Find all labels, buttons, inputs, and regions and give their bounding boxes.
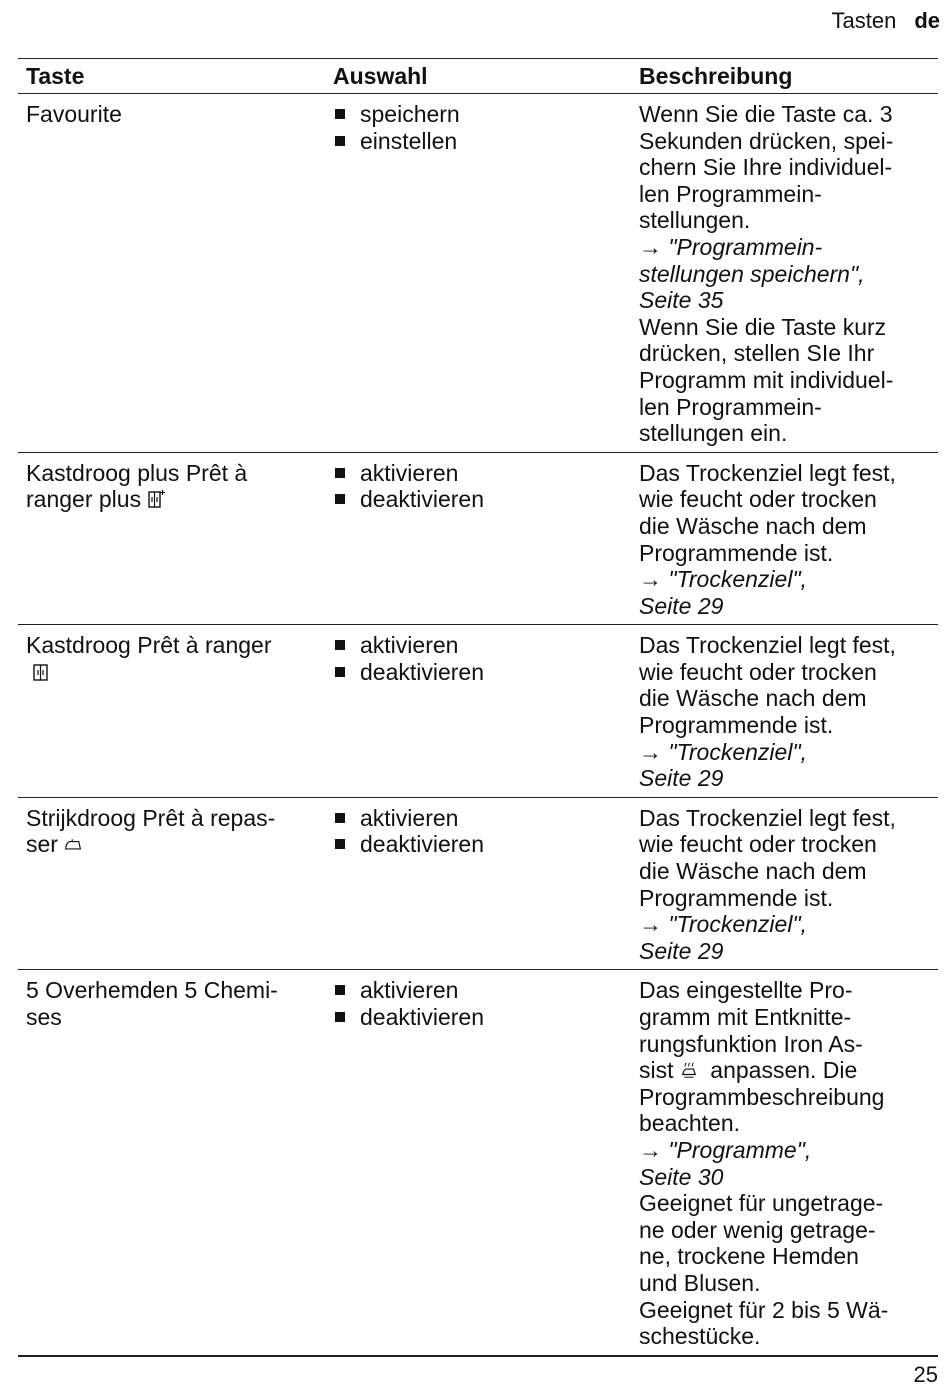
description-line [639, 128, 936, 155]
description-text: wie feucht oder trocken [639, 658, 877, 685]
description-text: Sekunden drücken, spei- [639, 127, 894, 154]
table-row [18, 625, 938, 798]
option-label: deaktivieren [360, 1004, 485, 1030]
description-line [639, 1057, 936, 1084]
table-row [18, 94, 938, 453]
description-text: → "Trockenziel", [639, 566, 807, 593]
description-line [639, 340, 936, 367]
option-label: aktivieren [360, 804, 459, 831]
column-header-auswahl: Auswahl [333, 63, 428, 89]
description-line [639, 977, 936, 1004]
description-line [639, 1031, 936, 1058]
description-text: wie feucht oder trocken [639, 486, 877, 513]
description-text: Das Trockenziel legt fest, [639, 804, 896, 831]
description-text: Das Trockenziel legt fest, [639, 632, 896, 659]
option-item [333, 831, 632, 858]
bullet-square-icon [335, 468, 345, 478]
option-label: deaktivieren [360, 831, 485, 858]
description-cell [632, 977, 938, 1349]
description-text: Seite 30 [639, 1163, 724, 1190]
description-line [639, 207, 936, 234]
description-line [639, 831, 936, 858]
description-text: Geeignet für ungetrage- [639, 1190, 884, 1217]
description-text: Wenn Sie die Taste kurz [639, 313, 887, 340]
column-header-beschreibung: Beschreibung [639, 63, 793, 89]
description-line [639, 420, 936, 447]
section-title: Tasten [831, 8, 897, 33]
description-line [639, 460, 936, 487]
description-line [639, 1084, 936, 1111]
description-cell [632, 101, 938, 447]
description-line [639, 154, 936, 181]
option-item [333, 632, 632, 659]
description-line [639, 885, 936, 912]
description-text: len Programmein- [639, 393, 822, 420]
option-label: aktivieren [360, 459, 459, 486]
bullet-square-icon [335, 1012, 345, 1022]
description-text: Seite 29 [639, 592, 724, 619]
option-label: speichern [360, 101, 460, 127]
cross-reference-line [639, 938, 936, 965]
table-header [18, 59, 938, 94]
option-label: einstellen [360, 127, 458, 154]
description-text: und Blusen. [639, 1269, 761, 1296]
description-cell [632, 805, 938, 965]
description-text: gramm mit Entknitte- [639, 1004, 852, 1030]
description-text: rungsfunktion Iron As- [639, 1030, 863, 1057]
bullet-square-icon [335, 494, 345, 504]
description-text: Seite 35 [639, 287, 724, 314]
cross-reference-line [639, 261, 936, 288]
description-text: Seite 29 [639, 765, 724, 792]
description-line [639, 685, 936, 712]
description-text: Das eingestellte Pro- [639, 977, 853, 1004]
key-name-line: 5 Overhemden 5 Chemi- [26, 977, 278, 1004]
key-name-line: ses [26, 1004, 62, 1030]
options-cell [325, 805, 632, 965]
key-name-cell [18, 101, 325, 447]
options-cell [325, 101, 632, 447]
key-name-line: Kastdroog plus Prêt à [26, 459, 248, 486]
cross-reference-line [639, 566, 936, 593]
description-text: stellungen speichern", [639, 260, 865, 287]
option-item [333, 659, 632, 686]
bullet-square-icon [335, 109, 345, 119]
table-body [18, 94, 938, 1357]
options-cell [325, 632, 632, 792]
description-text: Programmende ist. [639, 884, 834, 911]
description-line [639, 712, 936, 739]
column-header-taste: Taste [26, 63, 85, 89]
table-row [18, 453, 938, 626]
description-text: stellungen. [639, 207, 751, 234]
description-text: Programmende ist. [639, 539, 834, 566]
description-text: Wenn Sie die Taste ca. 3 [639, 101, 893, 127]
description-text: stellungen ein. [639, 420, 788, 447]
cross-reference-line [639, 739, 936, 766]
key-name-line: Strijkdroog Prêt à repas- [26, 804, 276, 831]
description-line [639, 394, 936, 421]
cupboard-dry-icon [32, 662, 50, 682]
cross-reference-line [639, 234, 936, 261]
description-line [639, 1217, 936, 1244]
description-text: ne oder wenig getrage- [639, 1216, 876, 1243]
cross-reference-line [639, 911, 936, 938]
key-name-cell [18, 632, 325, 792]
description-line [639, 1243, 936, 1270]
description-text: Programmende ist. [639, 712, 834, 739]
description-text-after-icon: anpassen. Die [697, 1057, 858, 1084]
cupboard-dry-plus-icon [147, 489, 165, 509]
key-name-line: Favourite [26, 101, 122, 127]
description-text: schestücke. [639, 1323, 761, 1350]
key-name-line [26, 659, 319, 686]
description-text: → "Trockenziel", [639, 738, 807, 765]
description-text: ne, trockene Hemden [639, 1243, 859, 1270]
option-item [333, 486, 632, 513]
description-line [639, 1004, 936, 1031]
bullet-square-icon [335, 985, 345, 995]
page-header [831, 8, 940, 34]
option-item [333, 460, 632, 487]
bullet-square-icon [335, 640, 345, 650]
description-text: drücken, stellen SIe Ihr [639, 340, 875, 367]
cross-reference-line [639, 1164, 936, 1191]
description-line [639, 314, 936, 341]
description-line [639, 486, 936, 513]
option-item [333, 977, 632, 1004]
key-name-line: Kastdroog Prêt à ranger [26, 632, 272, 659]
description-text: Geeignet für 2 bis 5 Wä- [639, 1296, 889, 1323]
option-label: aktivieren [360, 632, 459, 659]
options-cell [325, 977, 632, 1349]
description-text: → "Programmein- [639, 233, 823, 260]
option-label: deaktivieren [360, 658, 485, 685]
bullet-square-icon [335, 136, 345, 146]
bullet-square-icon [335, 667, 345, 677]
page-number: 25 [913, 1362, 938, 1387]
cross-reference-line [639, 1137, 936, 1164]
option-item [333, 805, 632, 832]
description-line [639, 659, 936, 686]
description-text: → "Trockenziel", [639, 911, 807, 938]
option-item [333, 101, 632, 128]
description-line [639, 513, 936, 540]
description-line [639, 805, 936, 832]
options-cell [325, 460, 632, 620]
cross-reference-line [639, 765, 936, 792]
option-item [333, 128, 632, 155]
description-text: sist [639, 1057, 674, 1084]
description-text: wie feucht oder trocken [639, 831, 877, 858]
description-line [639, 367, 936, 394]
description-line [639, 181, 936, 208]
keys-table [18, 58, 938, 1357]
language-code: de [914, 8, 940, 33]
description-text: Programmbeschreibung [639, 1083, 885, 1110]
description-line [639, 1323, 936, 1350]
description-line [639, 632, 936, 659]
table-row [18, 970, 938, 1356]
description-text: die Wäsche nach dem [639, 512, 867, 539]
description-line [639, 1110, 936, 1137]
description-text: Das Trockenziel legt fest, [639, 459, 896, 486]
description-text: die Wäsche nach dem [639, 858, 867, 885]
description-line [639, 101, 936, 128]
option-item [333, 1004, 632, 1031]
bullet-square-icon [335, 839, 345, 849]
iron-dry-icon [64, 834, 82, 854]
description-text: beachten. [639, 1110, 741, 1137]
description-line [639, 1270, 936, 1297]
option-label: deaktivieren [360, 486, 485, 513]
cross-reference-line [639, 593, 936, 620]
key-name-cell [18, 805, 325, 965]
description-line [639, 858, 936, 885]
cross-reference-line [639, 287, 936, 314]
description-line [639, 540, 936, 567]
description-text: Programm mit individuel- [639, 366, 894, 393]
description-cell [632, 632, 938, 792]
bullet-square-icon [335, 813, 345, 823]
key-name-cell [18, 977, 325, 1349]
description-text: → "Programme", [639, 1136, 812, 1163]
description-line [639, 1190, 936, 1217]
description-text: die Wäsche nach dem [639, 685, 867, 712]
description-text: len Programmein- [639, 180, 822, 207]
description-cell [632, 460, 938, 620]
table-row [18, 798, 938, 971]
description-line [639, 1297, 936, 1324]
key-name-line: ser [26, 831, 319, 858]
key-name-cell [18, 460, 325, 620]
description-text: chern Sie Ihre individuel- [639, 154, 893, 181]
option-label: aktivieren [360, 977, 459, 1004]
iron-assist-icon [680, 1060, 698, 1080]
key-name-line: ranger plus [26, 486, 319, 513]
description-text: Seite 29 [639, 937, 724, 964]
